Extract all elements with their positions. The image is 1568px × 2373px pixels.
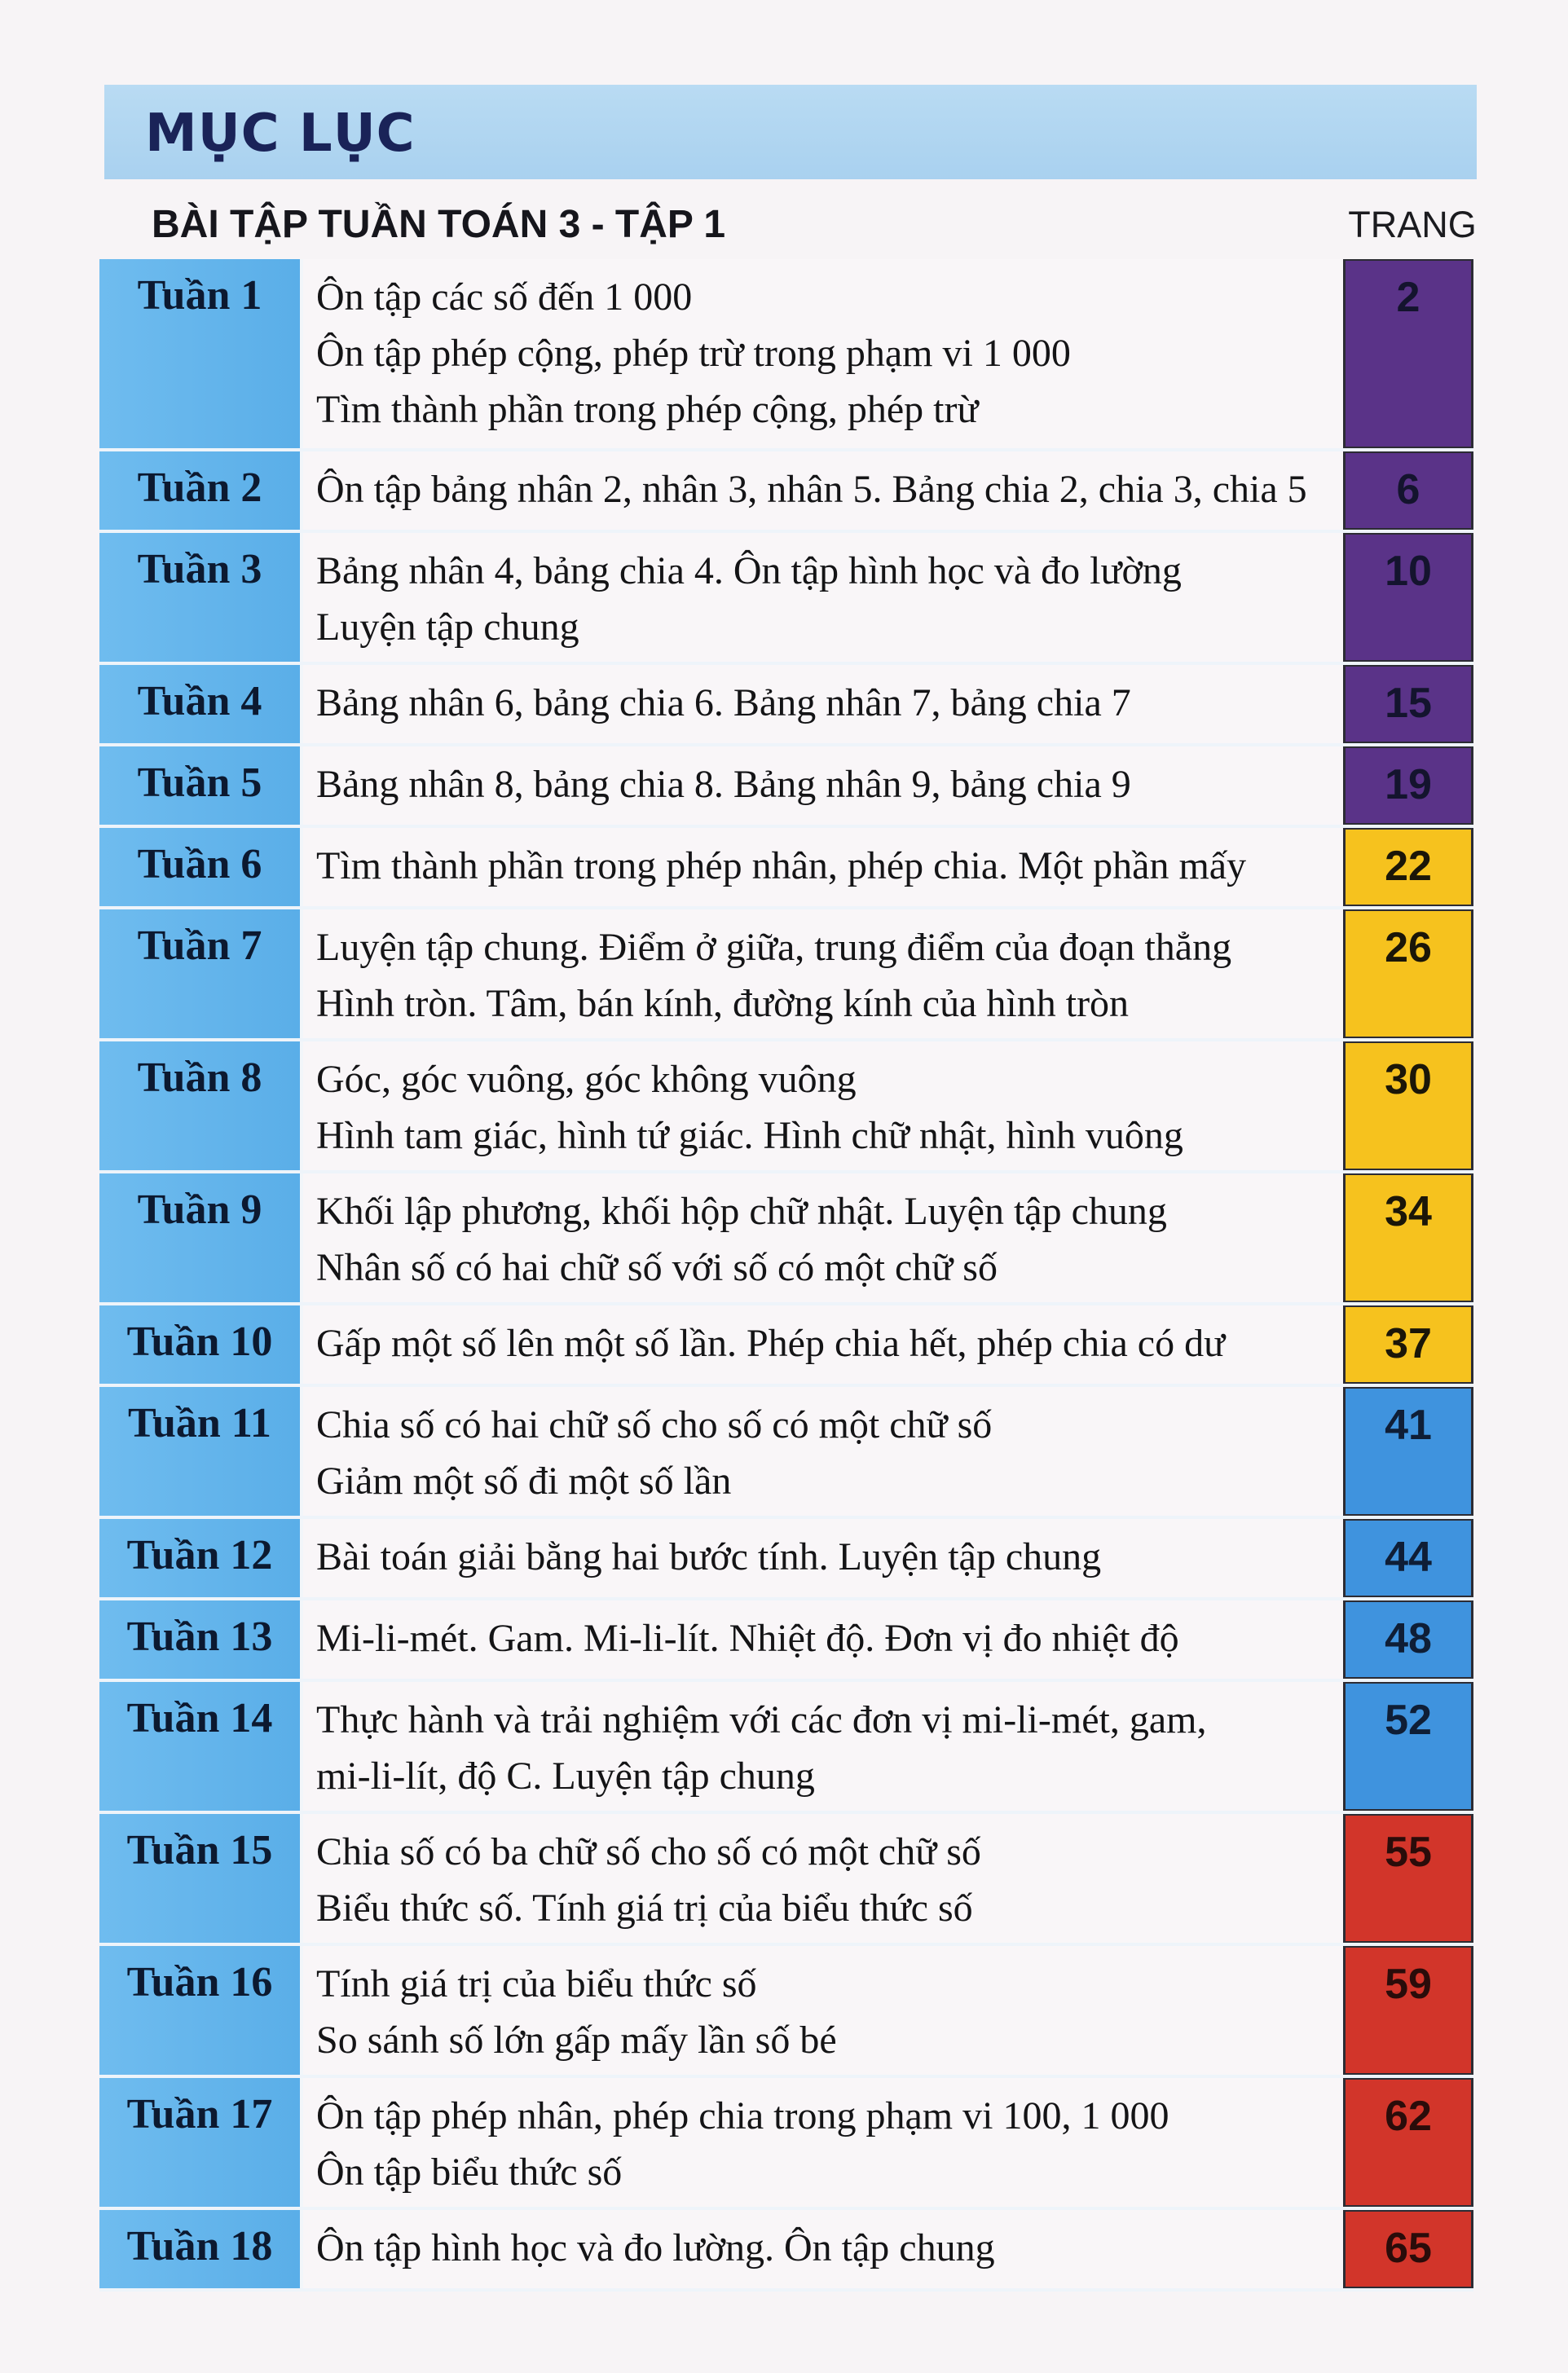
lesson-topic-line: So sánh số lớn gấp mấy lần số bé — [316, 2019, 837, 2062]
week-label: Tuần 4 — [99, 665, 303, 743]
week-label: Tuần 13 — [99, 1600, 303, 1679]
lesson-topic-line: Góc, góc vuông, góc không vuông — [316, 1058, 857, 1101]
lesson-topics — [303, 2078, 1343, 2207]
lesson-topics — [303, 2210, 1343, 2288]
lesson-topic-line: Biểu thức số. Tính giá trị của biểu thức số — [316, 1887, 973, 1930]
page-number-badge: 26 — [1343, 909, 1473, 1038]
week-label: Tuần 3 — [99, 533, 303, 662]
page-number-badge: 41 — [1343, 1387, 1473, 1516]
lesson-topics — [303, 1814, 1343, 1943]
toc-row[interactable] — [99, 1600, 1473, 1682]
lesson-topic-line: Chia số có hai chữ số cho số có một chữ số — [316, 1403, 993, 1446]
week-label: Tuần 1 — [99, 259, 303, 448]
week-label: Tuần 14 — [99, 1682, 303, 1811]
lesson-topics — [303, 1041, 1343, 1170]
week-label: Tuần 5 — [99, 746, 303, 825]
lesson-topics — [303, 533, 1343, 662]
page-number-badge: 2 — [1343, 259, 1473, 448]
lesson-topic-line: Khối lập phương, khối hộp chữ nhật. Luyện tập chung — [316, 1190, 1167, 1233]
lesson-topic-line: Mi-li-mét. Gam. Mi-li-lít. Nhiệt độ. Đơn vị đo nhiệt độ — [316, 1617, 1179, 1660]
toc-row[interactable] — [99, 2078, 1473, 2210]
lesson-topics — [303, 1173, 1343, 1302]
toc-row[interactable] — [99, 451, 1473, 533]
page-number-badge: 19 — [1343, 746, 1473, 825]
lesson-topics — [303, 259, 1343, 448]
toc-row[interactable] — [99, 1682, 1473, 1814]
week-label: Tuần 17 — [99, 2078, 303, 2207]
lesson-topics — [303, 1600, 1343, 1679]
book-subtitle: BÀI TẬP TUẦN TOÁN 3 - TẬP 1 — [152, 203, 726, 246]
lesson-topic-line: Ôn tập bảng nhân 2, nhân 3, nhân 5. Bảng chia 2, chia 3, chia 5 — [316, 468, 1307, 511]
lesson-topic-line: Bài toán giải bằng hai bước tính. Luyện tập chung — [316, 1535, 1102, 1578]
lesson-topics — [303, 909, 1343, 1038]
lesson-topic-line: Hình tròn. Tâm, bán kính, đường kính của hình tròn — [316, 982, 1130, 1025]
week-label: Tuần 16 — [99, 1946, 303, 2075]
lesson-topic-line: Nhân số có hai chữ số với số có một chữ số — [316, 1246, 998, 1289]
toc-row[interactable] — [99, 665, 1473, 746]
lesson-topic-line: Ôn tập phép nhân, phép chia trong phạm vi 100, 1 000 — [316, 2094, 1169, 2137]
lesson-topics — [303, 828, 1343, 906]
page-column-label: TRANG — [1348, 204, 1477, 245]
toc-row[interactable] — [99, 746, 1473, 828]
lesson-topics — [303, 1305, 1343, 1384]
lesson-topic-line: Bảng nhân 4, bảng chia 4. Ôn tập hình học và đo lường — [316, 549, 1182, 592]
page-number-badge: 10 — [1343, 533, 1473, 662]
lesson-topic-line: Ôn tập biểu thức số — [316, 2151, 623, 2194]
week-label: Tuần 10 — [99, 1305, 303, 1384]
page-number-badge: 34 — [1343, 1173, 1473, 1302]
toc-row[interactable] — [99, 533, 1473, 665]
lesson-topic-line: Gấp một số lên một số lần. Phép chia hết, phép chia có dư — [316, 1322, 1226, 1365]
lesson-topic-line: Bảng nhân 6, bảng chia 6. Bảng nhân 7, bảng chia 7 — [316, 681, 1131, 724]
lesson-topics — [303, 1519, 1343, 1597]
lesson-topic-line: Ôn tập phép cộng, phép trừ trong phạm vi 1 000 — [316, 332, 1071, 375]
page-number-badge: 52 — [1343, 1682, 1473, 1811]
lesson-topic-line: Tìm thành phần trong phép nhân, phép chia. Một phần mấy — [316, 844, 1247, 887]
week-label: Tuần 15 — [99, 1814, 303, 1943]
toc-row[interactable] — [99, 2210, 1473, 2292]
page-number-badge: 30 — [1343, 1041, 1473, 1170]
lesson-topic-line: Ôn tập hình học và đo lường. Ôn tập chung — [316, 2226, 995, 2270]
toc-row[interactable] — [99, 1387, 1473, 1519]
lesson-topics — [303, 746, 1343, 825]
lesson-topic-line: Tính giá trị của biểu thức số — [316, 1962, 757, 2005]
toc-row[interactable] — [99, 259, 1473, 451]
page-number-badge: 37 — [1343, 1305, 1473, 1384]
lesson-topics — [303, 665, 1343, 743]
week-label: Tuần 12 — [99, 1519, 303, 1597]
page-number-badge: 6 — [1343, 451, 1473, 530]
lesson-topic-line: Tìm thành phần trong phép cộng, phép trừ — [316, 388, 979, 431]
lesson-topics — [303, 1682, 1343, 1811]
lesson-topic-line: Chia số có ba chữ số cho số có một chữ số — [316, 1830, 981, 1873]
toc-row[interactable] — [99, 1041, 1473, 1173]
week-label: Tuần 9 — [99, 1173, 303, 1302]
header-band — [104, 85, 1477, 179]
week-label: Tuần 18 — [99, 2210, 303, 2288]
week-label: Tuần 8 — [99, 1041, 303, 1170]
lesson-topics — [303, 451, 1343, 530]
lesson-topic-line: Ôn tập các số đến 1 000 — [316, 275, 693, 319]
toc-row[interactable] — [99, 1946, 1473, 2078]
toc-row[interactable] — [99, 828, 1473, 909]
lesson-topic-line: Luyện tập chung — [316, 605, 579, 649]
lesson-topic-line: Giảm một số đi một số lần — [316, 1459, 732, 1503]
toc-row[interactable] — [99, 909, 1473, 1041]
lesson-topic-line: mi-li-lít, độ C. Luyện tập chung — [316, 1754, 815, 1798]
page-number-badge: 59 — [1343, 1946, 1473, 2075]
lesson-topics — [303, 1946, 1343, 2075]
week-label: Tuần 6 — [99, 828, 303, 906]
page-number-badge: 55 — [1343, 1814, 1473, 1943]
toc-row[interactable] — [99, 1519, 1473, 1600]
page-number-badge: 62 — [1343, 2078, 1473, 2207]
page-title: MỤC LỤC — [145, 103, 416, 164]
lesson-topic-line: Hình tam giác, hình tứ giác. Hình chữ nhật, hình vuông — [316, 1114, 1183, 1157]
week-label: Tuần 7 — [99, 909, 303, 1038]
page-number-badge: 22 — [1343, 828, 1473, 906]
toc-row[interactable] — [99, 1305, 1473, 1387]
toc-row[interactable] — [99, 1173, 1473, 1305]
page-number-badge: 15 — [1343, 665, 1473, 743]
page-number-badge: 48 — [1343, 1600, 1473, 1679]
lesson-topics — [303, 1387, 1343, 1516]
toc-row[interactable] — [99, 1814, 1473, 1946]
table-of-contents — [99, 259, 1473, 2292]
lesson-topic-line: Bảng nhân 8, bảng chia 8. Bảng nhân 9, bảng chia 9 — [316, 763, 1131, 806]
week-label: Tuần 2 — [99, 451, 303, 530]
lesson-topic-line: Thực hành và trải nghiệm với các đơn vị mi-li-mét, gam, — [316, 1698, 1207, 1741]
page-number-badge: 65 — [1343, 2210, 1473, 2288]
lesson-topic-line: Luyện tập chung. Điểm ở giữa, trung điểm của đoạn thẳng — [316, 926, 1232, 969]
week-label: Tuần 11 — [99, 1387, 303, 1516]
page-number-badge: 44 — [1343, 1519, 1473, 1597]
